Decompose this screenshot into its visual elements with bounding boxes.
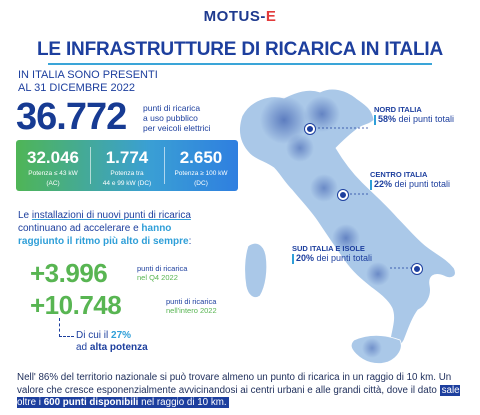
stat-ac-label-2: (AC)	[46, 180, 60, 187]
stat-dc-high-label-1: Potenza ≥ 100 kW	[174, 170, 228, 177]
region-north-suffix: dei punti totali	[396, 114, 455, 124]
q4-growth-label	[137, 264, 187, 282]
logo-text: MOTUS-	[203, 8, 266, 25]
intro-text	[18, 69, 158, 95]
region-north	[374, 105, 454, 125]
intro-line-2: AL 31 DICEMBRE 2022	[18, 82, 135, 94]
logo-accent: E	[265, 8, 277, 25]
growth-text: Le	[18, 210, 32, 221]
stat-dc-mid-value: 1.774	[105, 148, 149, 167]
total-charging-points: 36.772	[16, 96, 127, 138]
growth-text-highlight: hanno raggiunto il ritmo più alto di sempre	[18, 223, 189, 247]
region-south-suffix: dei punti totali	[314, 253, 373, 263]
high-power-note	[76, 330, 148, 354]
density-hotspot-naples	[366, 262, 390, 286]
region-center-suffix: dei punti totali	[392, 179, 451, 189]
stat-ac-label-1: Potenza ≤ 43 kW	[28, 170, 78, 177]
q4-label-1: punti di ricarica	[137, 264, 188, 273]
region-center	[370, 170, 450, 190]
growth-text-underlined: installazioni di nuovi punti di ricarica	[31, 210, 191, 221]
year-growth-value: +10.748	[30, 290, 122, 320]
total-desc-line-2: a uso pubblico	[143, 113, 198, 123]
q4-growth-value: +3.996	[30, 258, 108, 288]
hp-text: Di cui il	[76, 330, 112, 341]
footer-text: Nell' 86% del territorio nazionale si può trovare almeno un punto di ricarica in un raggio di 10 km. Un valore che cresce esponenzialmente avvicinandosi ai centri urbani e alle grandi città, dove il dato	[17, 372, 452, 396]
stat-ac-value: 32.046	[27, 148, 79, 167]
q4-label-2: nel Q4 2022	[137, 273, 178, 282]
growth-text: :	[188, 236, 192, 247]
stat-dc-mid-label-2: 44 e 99 kW (DC)	[102, 180, 152, 187]
stat-dc-high-value: 2.650	[179, 148, 223, 167]
region-south-bar	[292, 254, 294, 264]
density-hotspot-center	[310, 174, 338, 202]
region-north-bar	[374, 115, 376, 125]
hp-bold-text: alta potenza	[89, 342, 148, 353]
hp-text: ad	[76, 342, 90, 353]
total-desc-line-1: punti di ricarica	[143, 103, 201, 113]
pin-south	[412, 264, 422, 274]
year-growth-label	[166, 297, 217, 315]
region-south-name: SUD ITALIA E ISOLE	[292, 244, 365, 253]
footer-paragraph	[17, 372, 467, 410]
region-south	[292, 244, 372, 264]
power-stats-box	[16, 140, 238, 191]
density-hotspot-sicily	[362, 338, 382, 358]
region-north-name: NORD ITALIA	[374, 105, 422, 114]
total-desc-line-3: per veicoli elettrici	[143, 123, 211, 133]
high-power-bracket	[59, 318, 74, 337]
pin-center	[338, 190, 348, 200]
footer-highlight-text: sale oltre i	[17, 384, 460, 408]
pin-north	[305, 124, 315, 134]
hp-percentage: 27%	[111, 330, 132, 341]
footer-highlight-bold: 600 punti disponibili	[43, 397, 139, 408]
density-hotspot-emilia	[286, 134, 314, 162]
intro-line-1: IN ITALIA SONO PRESENTI	[18, 69, 158, 81]
italy-map	[222, 78, 478, 374]
sardinia-shape	[245, 243, 267, 297]
year-label-2: nell'intero 2022	[166, 306, 217, 315]
region-north-pct: 58%	[378, 114, 397, 124]
page-title: LE INFRASTRUTTURE DI RICARICA IN ITALIA	[37, 39, 443, 60]
region-center-pct: 22%	[374, 179, 393, 189]
motus-e-logo	[0, 8, 480, 25]
stat-dc-high-label-2: (DC)	[194, 180, 208, 187]
footer-highlight-text: nel raggio di 10 km.	[138, 397, 227, 408]
stat-dc-mid-label-1: Potenza tra	[110, 170, 144, 177]
growth-text: continuano ad accelerare e	[18, 223, 142, 234]
stat-dc-mid	[90, 140, 164, 191]
title-underline	[48, 63, 432, 65]
stat-ac	[16, 140, 90, 191]
region-center-name: CENTRO ITALIA	[370, 170, 428, 179]
growth-paragraph	[18, 209, 218, 248]
region-center-bar	[370, 180, 372, 190]
year-label-1: punti di ricarica	[166, 297, 217, 306]
region-south-pct: 20%	[296, 253, 315, 263]
